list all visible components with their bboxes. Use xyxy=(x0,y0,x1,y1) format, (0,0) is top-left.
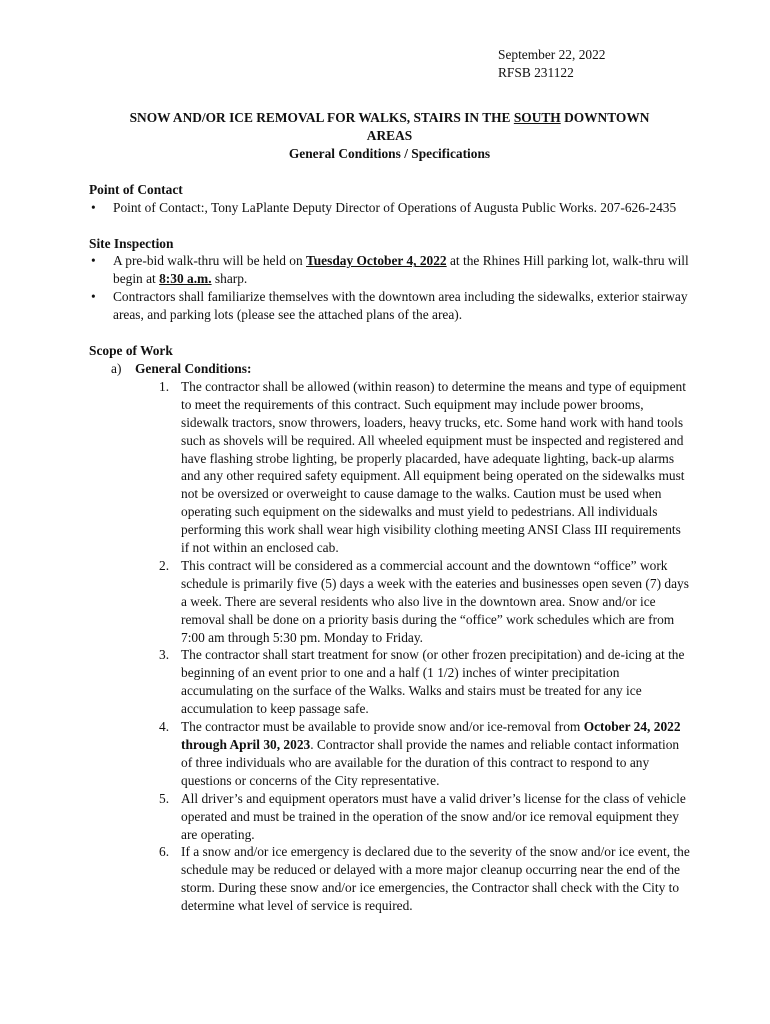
document-title xyxy=(89,109,690,163)
list-item-text: . Contractor shall provide the names and reliable contact information of three individuals who are available for the duration of this contract to respond to any questions or concerns of the City representative. xyxy=(181,737,680,788)
title-line-2: AREAS xyxy=(366,127,413,143)
section-scope-of-work xyxy=(89,342,690,915)
title-line-1 xyxy=(89,109,690,127)
document-subtitle: General Conditions / Specifications xyxy=(288,145,491,161)
list-item xyxy=(159,646,690,718)
list-item-text: This contract will be considered as a commercial account and the downtown “office” work schedule is primarily five (5) days a week with the eateries and businesses open seven (7) days a week. There are several residents who also live in the downtown area. Snow and/or ice removal shall be done on a priority basis during the “office” work schedules which are from 7:00 am through 5:30 pm. Monday to Friday. xyxy=(181,557,689,645)
document-date: September 22, 2022 xyxy=(498,47,606,62)
section-point-of-contact xyxy=(89,181,690,217)
title-line-1-post: DOWNTOWN xyxy=(560,110,650,125)
bullet-text: A pre-bid walk-thru will be held on xyxy=(113,253,307,269)
bullet-item: • Contractors shall familiarize themselves with the downtown area including the sidewalks, exterior stairway areas, and parking lots (please see the attached plans of the area). xyxy=(89,288,690,324)
walkthru-time: 8:30 a.m. xyxy=(159,271,212,287)
list-item xyxy=(159,790,690,844)
bullet-item xyxy=(89,252,690,288)
list-item-number: 2. xyxy=(159,557,170,573)
bullet-text: at the Rhines Hill parking lot, walk-thru will begin at xyxy=(113,253,689,287)
list-item-number: 3. xyxy=(159,647,170,663)
walkthru-date: Tuesday October 4, 2022 xyxy=(306,253,447,269)
sub-section-general-conditions xyxy=(89,360,690,378)
list-item xyxy=(159,718,690,790)
bullet-list xyxy=(89,199,690,217)
list-item-text: All driver’s and equipment operators must have a valid driver’s license for the class of vehicle operated and must be trained in the operation of the snow and/or ice removal equipment they are operating. xyxy=(181,790,686,842)
sub-section-label: a) xyxy=(111,360,122,376)
title-underlined-word: SOUTH xyxy=(513,110,561,125)
list-item-number: 5. xyxy=(159,790,170,806)
conditions-list xyxy=(89,378,690,915)
list-item-text: The contractor shall start treatment for snow (or other frozen precipitation) and de-icing at the beginning of an event prior to one and a half (1 1/2) inches of winter precipitation accumulating on the surface of the Walks. Walks and stairs must be treated for any ice accumulation to keep passage safe. xyxy=(181,647,685,717)
contract-period: October 24, 2022 through April 30, 2023 xyxy=(181,719,681,752)
list-item-text: The contractor must be available to provide snow and/or ice-removal from xyxy=(181,719,584,735)
list-item xyxy=(159,557,690,647)
document-reference: RFSB 231122 xyxy=(498,64,574,80)
section-heading-scope: Scope of Work xyxy=(89,343,173,359)
header-meta xyxy=(498,46,605,82)
bullet-list xyxy=(89,252,690,324)
list-item-text: If a snow and/or ice emergency is declared due to the severity of the snow and/or ice event, the schedule may be reduced or delayed with a more major cleanup occurring near the end of the storm. During these snow and/or ice emergencies, the Contractor shall check with the City to determine what level of service is required. xyxy=(181,844,690,914)
bullet-item: • Point of Contact:, Tony LaPlante Deputy Director of Operations of Augusta Public Works. 207-626-2435 xyxy=(89,199,690,217)
section-site-inspection xyxy=(89,235,690,325)
title-line-1-pre: SNOW AND/OR ICE REMOVAL FOR WALKS, STAIRS IN THE xyxy=(129,110,514,125)
list-item-number: 1. xyxy=(159,378,170,394)
bullet-text: sharp. xyxy=(211,271,248,287)
section-heading-point-of-contact: Point of Contact xyxy=(89,181,183,197)
list-item-text: The contractor shall be allowed (within reason) to determine the means and type of equipment to meet the requirements of this contract. Such equipment may include power brooms, sidewalk tractors, snow throwers, loaders, heavy trucks, etc. Some hand work with hand tools such as shovels will be required. All wheeled equipment must be inspected and registered and have flashing strobe lighting, be properly placarded, have adequate lighting, back-up alarms and any other required safety equipment. All equipment being operated on the sidewalks must not be oversized or overweight to cause damage to the walks. Caution must be used when operating such equipment on the sidewalks and must yield to pedestrians. All individuals performing this work shall wear high visibility clothing meeting ANSI Class III requirements if not within an enclosed cab. xyxy=(181,378,686,556)
list-item xyxy=(159,378,690,557)
list-item-number: 6. xyxy=(159,844,170,860)
sub-section-heading: General Conditions: xyxy=(135,360,252,376)
list-item xyxy=(159,843,690,915)
list-item-number: 4. xyxy=(159,719,170,735)
section-heading-site-inspection: Site Inspection xyxy=(89,235,174,251)
